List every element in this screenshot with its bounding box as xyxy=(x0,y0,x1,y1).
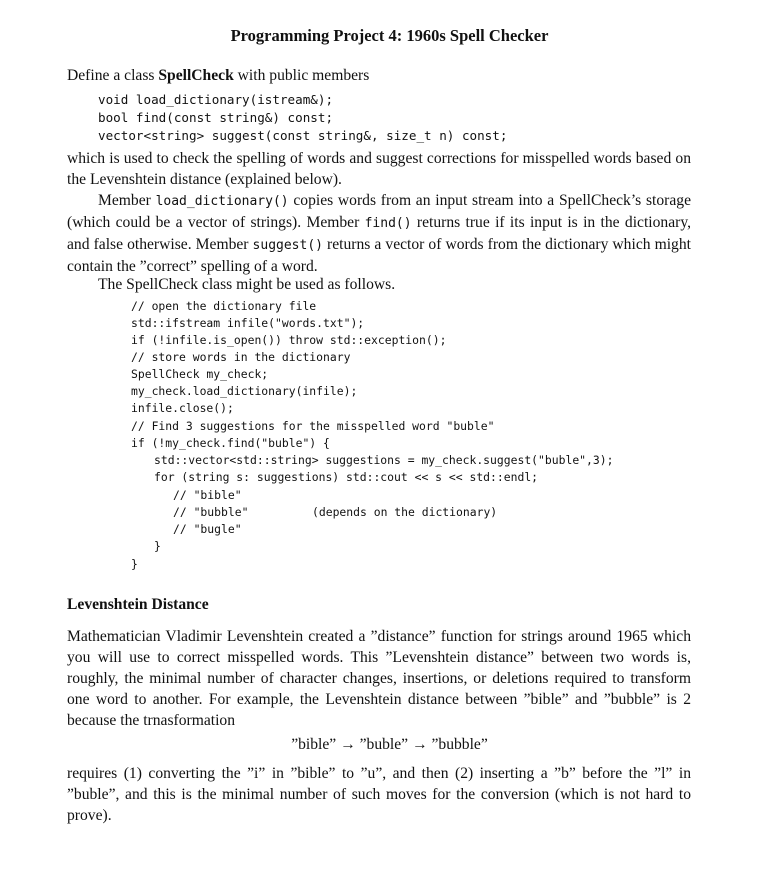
paragraph-levenshtein: Mathematician Vladimir Levenshtein created a ”distance” function for strings around 1965 which you will use to correct misspelled words. This ”Levenshtein distance” between two words is, roughly, the minimal number of character changes, insertions, or deletions required to transform one word to another. For example, the Levenshtein distance between ”bible” and ”bubble” is 2 because the trnasformation xyxy=(67,628,691,729)
code-line: // "bible" xyxy=(173,488,242,502)
code-line: } xyxy=(154,539,161,553)
page-title: Programming Project 4: 1960s Spell Checker xyxy=(230,26,549,45)
signature-suggest: vector<string> suggest(const string&, size_t n) const; xyxy=(98,128,508,143)
paragraph-purpose: which is used to check the spelling of words and suggest corrections for misspelled words based on the Levenshtein distance (explained below). xyxy=(67,150,691,188)
section-heading: Levenshtein Distance xyxy=(67,596,209,613)
transformation-line: ”bible” → ”buble” → ”bubble” xyxy=(291,736,488,753)
code-line: if (!infile.is_open()) throw std::exception(); xyxy=(131,333,447,347)
code-line: std::vector<std::string> suggestions = my_check.suggest("buble",3); xyxy=(154,453,614,467)
code-line: // Find 3 suggestions for the misspelled word "buble" xyxy=(131,419,495,433)
code-line: if (!my_check.find("buble") { xyxy=(131,436,330,450)
signature-load-dictionary: void load_dictionary(istream&); xyxy=(98,92,334,107)
code-line: // "bubble" xyxy=(173,505,249,519)
code-line: SpellCheck my_check; xyxy=(131,367,269,381)
code-line: my_check.load_dictionary(infile); xyxy=(131,384,358,398)
code-line: std::ifstream infile("words.txt"); xyxy=(131,316,365,330)
code-line: // open the dictionary file xyxy=(131,299,317,313)
code-line: for (string s: suggestions) std::cout << s << std::endl; xyxy=(154,470,539,484)
signature-find: bool find(const string&) const; xyxy=(98,110,334,125)
code-comment-depends: (depends on the dictionary) xyxy=(312,505,498,519)
class-name: SpellCheck xyxy=(158,67,234,84)
code-line: infile.close(); xyxy=(131,401,234,415)
members-text-start: Member xyxy=(98,192,156,209)
members-text-part1: copies words from an input stream into a SpellCheck’s storage (which could be a vector of strings). Member xyxy=(67,192,691,231)
intro-prefix: Define a class xyxy=(67,67,159,84)
code-line: } xyxy=(131,557,138,571)
intro-line xyxy=(67,65,691,86)
members-text-part2: returns true if its input is in the dictionary, and false otherwise. Member xyxy=(67,214,691,253)
inline-code-load-dictionary: load_dictionary() xyxy=(155,194,289,209)
code-line: // store words in the dictionary xyxy=(131,350,351,364)
paragraph-conclusion: requires (1) converting the ”i” in ”bible” to ”u”, and then (2) inserting a ”b” before the ”l” in ”buble”, and this is the minimal number of such moves for the conversion (which is not hard to prove). xyxy=(67,765,691,824)
inline-code-find: find() xyxy=(364,216,412,231)
paragraph-members xyxy=(67,190,691,277)
code-line: // "bugle" xyxy=(173,522,242,536)
inline-code-suggest: suggest() xyxy=(252,238,323,253)
usage-intro: The SpellCheck class might be used as follows. xyxy=(98,276,396,293)
members-text-part3: returns a vector of words from the dictionary which might contain the ”correct” spelling of a word. xyxy=(67,236,691,275)
intro-suffix: with public members xyxy=(233,67,370,84)
